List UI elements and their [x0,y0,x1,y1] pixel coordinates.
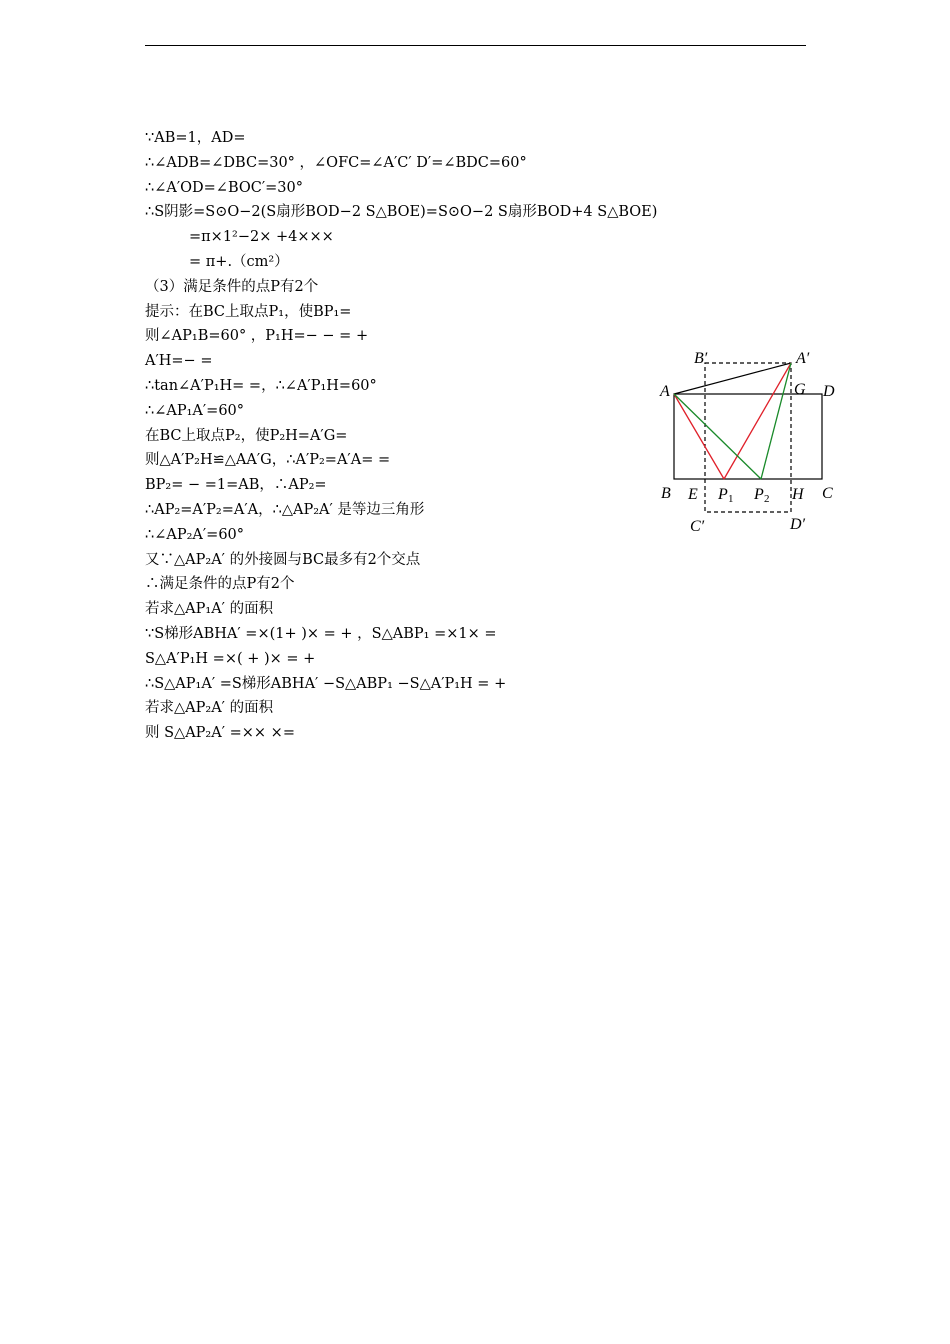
label-p2-subscript: 2 [764,493,770,505]
label-a-prime: A′ [796,350,810,367]
text-line: ∴∠AP₂A′=60° [145,526,245,543]
header-rule [145,45,806,46]
geometry-figure [655,340,845,549]
text-line: （3）满足条件的点P有2个 [145,278,319,295]
geometry-diagram [655,340,845,545]
label-p1: P [718,486,728,503]
text-line: ∵S梯形ABHA′ =×(1+ )× = + ，S△ABP₁ =×1× = [145,625,497,642]
text-line: 又∵△AP₂A′ 的外接圆与BC最多有2个交点 [145,551,421,568]
label-h: H [792,486,804,503]
label-p1-subscript: 1 [728,493,734,505]
text-line: 在BC上取点P₂，使P₂H=A′G= [145,427,348,444]
text-line: ∴AP₂=A′P₂=A′A，∴△AP₂A′ 是等边三角形 [145,501,425,518]
text-line: 若求△AP₁A′ 的面积 [145,601,274,618]
text-line: =π×1²−2× +4××× [189,229,334,246]
text-line: A′H=− = [145,353,213,370]
label-g: G [794,381,806,398]
text-line: ∴满足条件的点P有2个 [145,576,295,593]
label-e: E [688,486,698,503]
label-p2: P [754,486,764,503]
text-line: ∴S△AP₁A′ =S梯形ABHA′ −S△ABP₁ −S△A′P₁H = + [145,675,507,692]
solution-text [145,126,658,746]
label-b-prime: B′ [694,350,708,367]
text-line: 提示：在BC上取点P₁，使BP₁= [145,303,352,320]
label-c: C [822,485,833,502]
segment-a-p1 [674,394,724,479]
text-line: ∴∠ADB=∠DBC=30° ，∠OFC=∠A′C′ D′=∠BDC=60° [145,154,527,171]
text-line: ∴S阴影=S⊙O−2(S扇形BOD−2 S△BOE)=S⊙O−2 S扇形BOD+4 S△BOE) [145,204,658,221]
label-d: D [823,383,835,400]
segment-p2-a-prime [761,363,791,479]
text-line: 则∠AP₁B=60° ，P₁H=− − = + [145,328,369,345]
text-line: ∴tan∠A′P₁H= =，∴∠A′P₁H=60° [145,377,377,394]
label-c-prime: C′ [690,518,705,535]
segment-p1-a-prime [724,363,791,479]
text-line: ∴∠A′OD=∠BOC′=30° [145,179,303,196]
label-d-prime: D′ [790,516,806,533]
text-line: ∴∠AP₁A′=60° [145,402,245,419]
text-line: 则 S△AP₂A′ =×× ×= [145,725,295,742]
text-line: = π+.（cm²） [189,253,289,270]
text-line: ∵AB=1，AD= [145,130,246,146]
label-b: B [661,485,671,502]
text-line: 则△A′P₂H≌△AA′G，∴A′P₂=A′A= = [145,452,391,469]
label-a: A [660,383,670,400]
segment-aa-prime [674,363,791,394]
text-line: 若求△AP₂A′ 的面积 [145,700,274,717]
text-line: BP₂= − =1=AB，∴AP₂= [145,477,327,494]
text-line: S△A′P₁H =×( + )× = + [145,650,316,667]
